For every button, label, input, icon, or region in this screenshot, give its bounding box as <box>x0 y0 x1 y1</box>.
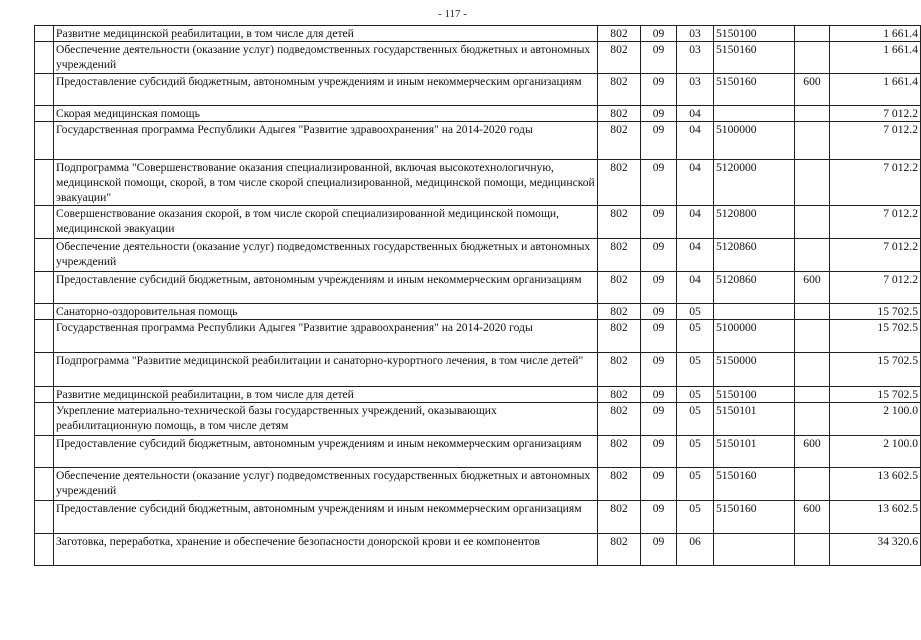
subsection-code-cell: 05 <box>677 320 714 353</box>
expense-type-code-cell <box>795 160 830 206</box>
section-code-cell: 09 <box>641 160 677 206</box>
amount-cell: 7 012.2 <box>830 206 921 239</box>
subsection-code-cell: 04 <box>677 206 714 239</box>
target-article-code-cell: 5150101 <box>714 436 795 468</box>
expense-type-code-cell <box>795 534 830 566</box>
item-name-cell: Подпрограмма "Развитие медицинской реабилитации и санаторно-курортного лечения, в том числе детей" <box>54 353 598 387</box>
section-code-cell: 09 <box>641 534 677 566</box>
target-article-code-cell: 5100000 <box>714 122 795 160</box>
department-code-cell: 802 <box>598 436 641 468</box>
department-code-cell: 802 <box>598 206 641 239</box>
table-row <box>35 304 921 320</box>
amount-cell: 1 661.4 <box>830 26 921 42</box>
amount-cell: 7 012.2 <box>830 122 921 160</box>
expense-type-code-cell <box>795 206 830 239</box>
subsection-code-cell: 05 <box>677 403 714 436</box>
blank-cell <box>35 239 54 272</box>
amount-cell: 15 702.5 <box>830 353 921 387</box>
target-article-code-cell: 5150160 <box>714 74 795 106</box>
item-name-cell: Обеспечение деятельности (оказание услуг) подведомственных государственных бюджетных и автономных учреждений <box>54 42 598 74</box>
amount-cell: 15 702.5 <box>830 304 921 320</box>
department-code-cell: 802 <box>598 320 641 353</box>
item-name-cell: Заготовка, переработка, хранение и обеспечение безопасности донорской крови и ее компонентов <box>54 534 598 566</box>
blank-cell <box>35 106 54 122</box>
target-article-code-cell: 5150000 <box>714 353 795 387</box>
table-row <box>35 160 921 206</box>
section-code-cell: 09 <box>641 304 677 320</box>
table-row <box>35 436 921 468</box>
table-row <box>35 320 921 353</box>
expense-type-code-cell <box>795 42 830 74</box>
department-code-cell: 802 <box>598 122 641 160</box>
section-code-cell: 09 <box>641 272 677 304</box>
section-code-cell: 09 <box>641 26 677 42</box>
amount-cell: 15 702.5 <box>830 320 921 353</box>
target-article-code-cell: 5150100 <box>714 26 795 42</box>
section-code-cell: 09 <box>641 206 677 239</box>
blank-cell <box>35 501 54 534</box>
target-article-code-cell <box>714 534 795 566</box>
subsection-code-cell: 03 <box>677 74 714 106</box>
department-code-cell: 802 <box>598 501 641 534</box>
section-code-cell: 09 <box>641 122 677 160</box>
table-row <box>35 501 921 534</box>
subsection-code-cell: 04 <box>677 272 714 304</box>
table-row <box>35 272 921 304</box>
expense-type-code-cell <box>795 353 830 387</box>
expense-type-code-cell: 600 <box>795 74 830 106</box>
department-code-cell: 802 <box>598 42 641 74</box>
table-row <box>35 42 921 74</box>
section-code-cell: 09 <box>641 239 677 272</box>
expense-type-code-cell: 600 <box>795 436 830 468</box>
table-row <box>35 206 921 239</box>
target-article-code-cell: 5100000 <box>714 320 795 353</box>
expense-type-code-cell <box>795 468 830 501</box>
department-code-cell: 802 <box>598 26 641 42</box>
amount-cell: 34 320.6 <box>830 534 921 566</box>
blank-cell <box>35 468 54 501</box>
blank-cell <box>35 42 54 74</box>
expense-type-code-cell <box>795 239 830 272</box>
department-code-cell: 802 <box>598 239 641 272</box>
target-article-code-cell: 5150160 <box>714 468 795 501</box>
section-code-cell: 09 <box>641 353 677 387</box>
table-row <box>35 353 921 387</box>
item-name-cell: Государственная программа Республики Адыгея "Развитие здравоохранения" на 2014-2020 годы <box>54 320 598 353</box>
table-row <box>35 403 921 436</box>
department-code-cell: 802 <box>598 353 641 387</box>
table-body <box>35 26 921 566</box>
table-row <box>35 534 921 566</box>
section-code-cell: 09 <box>641 320 677 353</box>
target-article-code-cell: 5120000 <box>714 160 795 206</box>
blank-cell <box>35 74 54 106</box>
blank-cell <box>35 387 54 403</box>
expense-type-code-cell <box>795 320 830 353</box>
expense-type-code-cell <box>795 106 830 122</box>
section-code-cell: 09 <box>641 42 677 74</box>
page-number: - 117 - <box>438 8 467 20</box>
table-row <box>35 74 921 106</box>
blank-cell <box>35 534 54 566</box>
subsection-code-cell: 06 <box>677 534 714 566</box>
expense-type-code-cell <box>795 122 830 160</box>
blank-cell <box>35 403 54 436</box>
expense-type-code-cell: 600 <box>795 501 830 534</box>
subsection-code-cell: 05 <box>677 501 714 534</box>
blank-cell <box>35 320 54 353</box>
blank-cell <box>35 272 54 304</box>
subsection-code-cell: 03 <box>677 26 714 42</box>
item-name-cell: Предоставление субсидий бюджетным, автономным учреждениям и иным некоммерческим организациям <box>54 501 598 534</box>
target-article-code-cell: 5120800 <box>714 206 795 239</box>
department-code-cell: 802 <box>598 534 641 566</box>
expense-type-code-cell <box>795 387 830 403</box>
target-article-code-cell: 5150100 <box>714 387 795 403</box>
amount-cell: 1 661.4 <box>830 42 921 74</box>
item-name-cell: Обеспечение деятельности (оказание услуг) подведомственных государственных бюджетных и автономных учреждений <box>54 239 598 272</box>
blank-cell <box>35 353 54 387</box>
item-name-cell: Обеспечение деятельности (оказание услуг) подведомственных государственных бюджетных и автономных учреждений <box>54 468 598 501</box>
target-article-code-cell <box>714 304 795 320</box>
blank-cell <box>35 122 54 160</box>
amount-cell: 13 602.5 <box>830 468 921 501</box>
amount-cell: 7 012.2 <box>830 160 921 206</box>
item-name-cell: Подпрограмма "Совершенствование оказания специализированной, включая высокотехнологичную, медицинской помощи, скорой, в том числе скорой специализированной, медицинской помощи, медицинской эвакуации" <box>54 160 598 206</box>
blank-cell <box>35 26 54 42</box>
blank-cell <box>35 160 54 206</box>
target-article-code-cell: 5150101 <box>714 403 795 436</box>
item-name-cell: Предоставление субсидий бюджетным, автономным учреждениям и иным некоммерческим организациям <box>54 436 598 468</box>
section-code-cell: 09 <box>641 74 677 106</box>
amount-cell: 2 100.0 <box>830 403 921 436</box>
table-row <box>35 26 921 42</box>
department-code-cell: 802 <box>598 304 641 320</box>
section-code-cell: 09 <box>641 501 677 534</box>
amount-cell: 7 012.2 <box>830 239 921 272</box>
amount-cell: 15 702.5 <box>830 387 921 403</box>
expense-type-code-cell <box>795 26 830 42</box>
item-name-cell: Укрепление материально-технической базы государственных учреждений, оказывающих реабилитационную помощь, в том числе детям <box>54 403 598 436</box>
amount-cell: 2 100.0 <box>830 436 921 468</box>
section-code-cell: 09 <box>641 387 677 403</box>
amount-cell: 1 661.4 <box>830 74 921 106</box>
table-row <box>35 468 921 501</box>
expense-type-code-cell <box>795 403 830 436</box>
target-article-code-cell <box>714 106 795 122</box>
budget-table <box>34 25 921 566</box>
section-code-cell: 09 <box>641 106 677 122</box>
department-code-cell: 802 <box>598 160 641 206</box>
table-row <box>35 122 921 160</box>
table-row <box>35 239 921 272</box>
section-code-cell: 09 <box>641 403 677 436</box>
item-name-cell: Санаторно-оздоровительная помощь <box>54 304 598 320</box>
subsection-code-cell: 05 <box>677 436 714 468</box>
item-name-cell: Предоставление субсидий бюджетным, автономным учреждениям и иным некоммерческим организациям <box>54 74 598 106</box>
amount-cell: 7 012.2 <box>830 106 921 122</box>
target-article-code-cell: 5120860 <box>714 239 795 272</box>
item-name-cell: Совершенствование оказания скорой, в том числе скорой специализированной медицинской помощи, медицинской эвакуации <box>54 206 598 239</box>
department-code-cell: 802 <box>598 106 641 122</box>
item-name-cell: Предоставление субсидий бюджетным, автономным учреждениям и иным некоммерческим организациям <box>54 272 598 304</box>
subsection-code-cell: 04 <box>677 122 714 160</box>
amount-cell: 13 602.5 <box>830 501 921 534</box>
subsection-code-cell: 05 <box>677 468 714 501</box>
table-row <box>35 106 921 122</box>
item-name-cell: Развитие медицинской реабилитации, в том числе для детей <box>54 26 598 42</box>
target-article-code-cell: 5150160 <box>714 501 795 534</box>
section-code-cell: 09 <box>641 436 677 468</box>
department-code-cell: 802 <box>598 74 641 106</box>
blank-cell <box>35 436 54 468</box>
subsection-code-cell: 04 <box>677 160 714 206</box>
blank-cell <box>35 304 54 320</box>
item-name-cell: Скорая медицинская помощь <box>54 106 598 122</box>
subsection-code-cell: 05 <box>677 387 714 403</box>
item-name-cell: Государственная программа Республики Адыгея "Развитие здравоохранения" на 2014-2020 годы <box>54 122 598 160</box>
subsection-code-cell: 05 <box>677 304 714 320</box>
department-code-cell: 802 <box>598 272 641 304</box>
expense-type-code-cell: 600 <box>795 272 830 304</box>
amount-cell: 7 012.2 <box>830 272 921 304</box>
subsection-code-cell: 03 <box>677 42 714 74</box>
section-code-cell: 09 <box>641 468 677 501</box>
subsection-code-cell: 05 <box>677 353 714 387</box>
target-article-code-cell: 5150160 <box>714 42 795 74</box>
blank-cell <box>35 206 54 239</box>
table-row <box>35 387 921 403</box>
item-name-cell: Развитие медицинской реабилитации, в том числе для детей <box>54 387 598 403</box>
subsection-code-cell: 04 <box>677 106 714 122</box>
subsection-code-cell: 04 <box>677 239 714 272</box>
target-article-code-cell: 5120860 <box>714 272 795 304</box>
department-code-cell: 802 <box>598 468 641 501</box>
expense-type-code-cell <box>795 304 830 320</box>
department-code-cell: 802 <box>598 403 641 436</box>
department-code-cell: 802 <box>598 387 641 403</box>
